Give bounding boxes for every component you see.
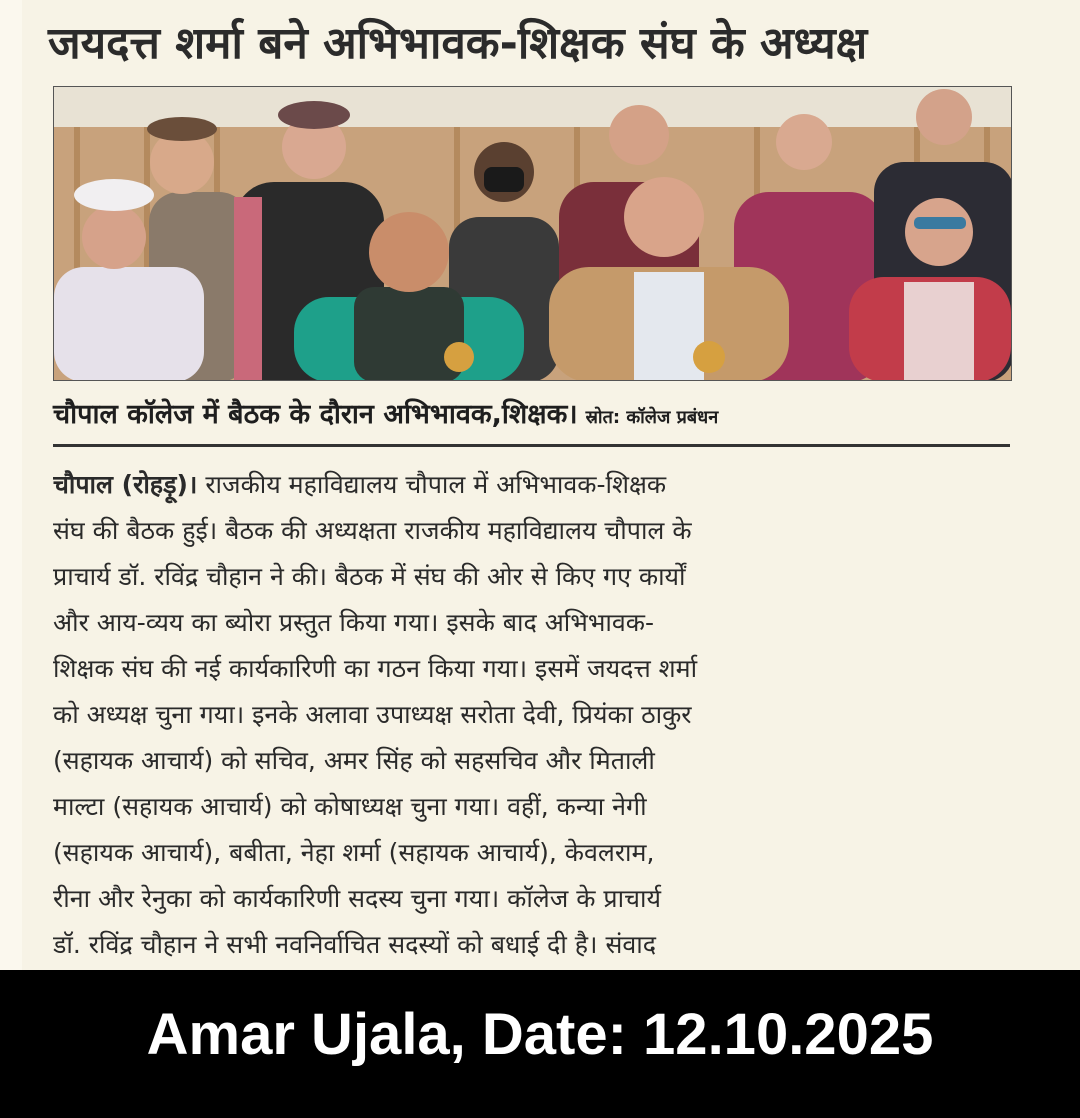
article-line: प्राचार्य डॉ. रविंद्र चौहान ने की। बैठक में संघ की ओर से किए गए कार्यों	[53, 562, 686, 591]
article-text: राजकीय महाविद्यालय चौपाल में अभिभावक-शिक्षक	[205, 470, 667, 499]
article-line: रीना और रेनुका को कार्यकारिणी सदस्य चुना गया। कॉलेज के प्राचार्य	[53, 884, 661, 913]
caption-source: स्रोत: कॉलेज प्रबंधन	[585, 407, 719, 428]
article-line: माल्टा (सहायक आचार्य) को कोषाध्यक्ष चुना गया। वहीं, कन्या नेगी	[53, 792, 647, 821]
article-line: (सहायक आचार्य), बबीता, नेहा शर्मा (सहायक आचार्य), केवलराम,	[53, 838, 655, 867]
article-line: और आय-व्यय का ब्योरा प्रस्तुत किया गया। इसके बाद अभिभावक-	[53, 608, 655, 637]
article-line	[53, 462, 1013, 508]
article-line: शिक्षक संघ की नई कार्यकारिणी का गठन किया गया। इसमें जयदत्त शर्मा	[53, 654, 698, 683]
article-line: डॉ. रविंद्र चौहान ने सभी नवनिर्वाचित सदस्यों को बधाई दी है। संवाद	[53, 930, 656, 959]
group-photo	[53, 86, 1012, 381]
source-banner-text: Amar Ujala, Date: 12.10.2025	[146, 1002, 934, 1067]
article-line: (सहायक आचार्य) को सचिव, अमर सिंह को सहसचिव और मिताली	[53, 746, 655, 775]
article-body	[53, 462, 1013, 968]
source-banner	[0, 970, 1080, 1118]
article-line: संघ की बैठक हुई। बैठक की अध्यक्षता राजकीय महाविद्यालय चौपाल के	[53, 516, 692, 545]
group-photo-image	[54, 87, 1011, 380]
headline: जयदत्त शर्मा बने अभिभावक-शिक्षक संघ के अध्यक्ष	[48, 18, 868, 69]
caption-text: चौपाल कॉलेज में बैठक के दौरान अभिभावक,शिक्षक।	[53, 399, 578, 430]
photo-caption	[53, 390, 1010, 447]
dateline: चौपाल (रोहड़ू)।	[53, 470, 198, 499]
article-line: को अध्यक्ष चुना गया। इनके अलावा उपाध्यक्ष सरोता देवी, प्रियंका ठाकुर	[53, 700, 692, 729]
